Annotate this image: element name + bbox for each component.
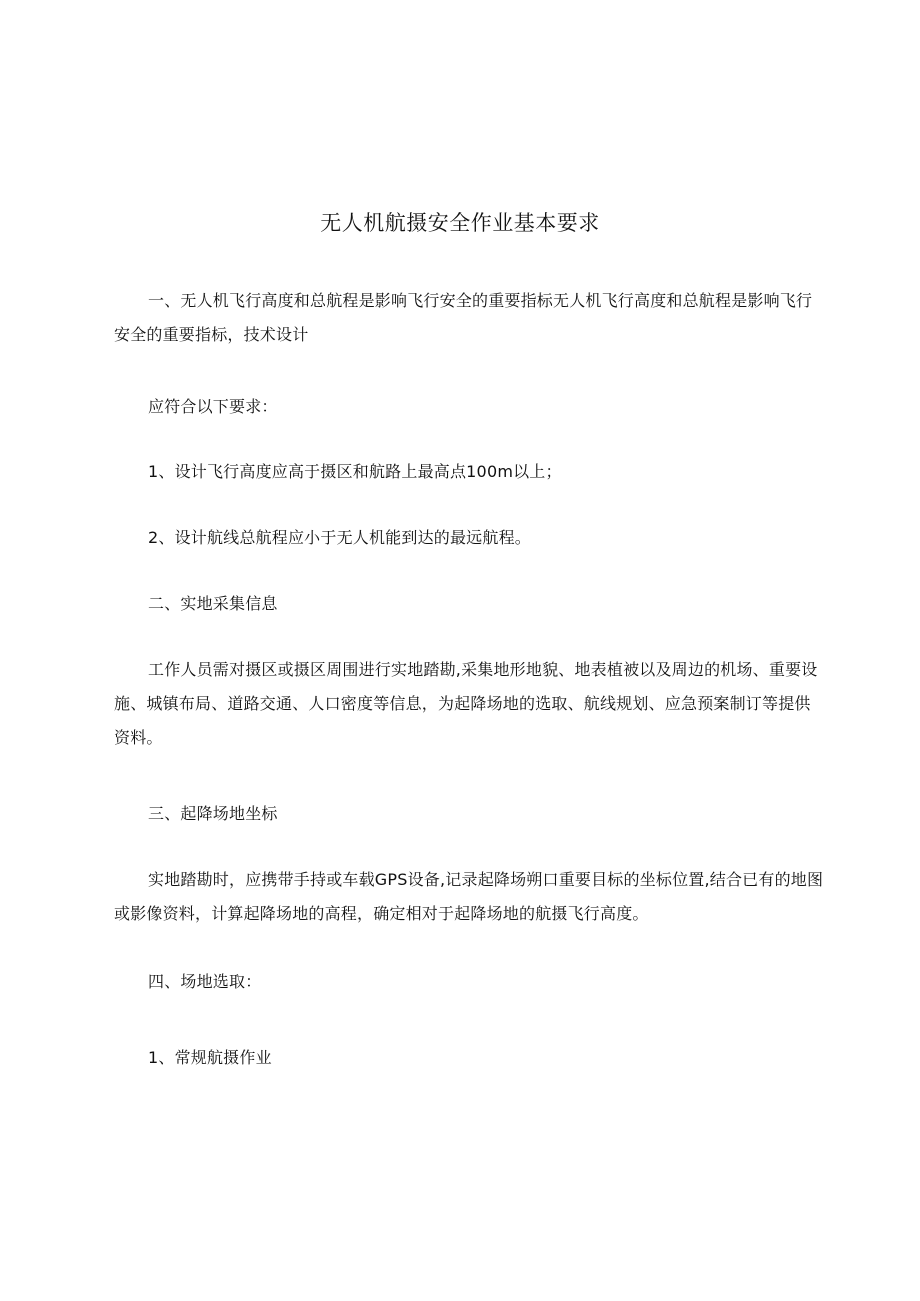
requirement-item-2: 2、设计航线总航程应小于无人机能到达的最远航程。 [148, 528, 531, 547]
requirement-item-1: 1、设计飞行高度应高于摄区和航路上最高点100m以上； [148, 462, 562, 481]
section-4-heading: 四、场地选取： [148, 972, 262, 991]
section-2-paragraph: 工作人员需对摄区或摄区周围进行实地踏勘,采集地形地貌、地表植被以及周边的机场、重要设施、城镇布局、道路交通、人口密度等信息，为起降场地的选取、航线规划、应急预案制订等提供资料。 [114, 660, 818, 747]
section-1-paragraph: 一、无人机飞行高度和总航程是影响飞行安全的重要指标无人机飞行高度和总航程是影响飞行安全的重要指标，技术设计 [114, 291, 813, 344]
section-2-heading: 二、实地采集信息 [148, 594, 278, 613]
section-3-heading: 三、起降场地坐标 [148, 804, 278, 823]
section-4-item-1: 1、常规航摄作业 [148, 1048, 272, 1067]
section-3-paragraph: 实地踏勘时，应携带手持或车载GPS设备,记录起降场朔口重要目标的坐标位置,结合已有的地图或影像资料，计算起降场地的高程，确定相对于起降场地的航摄飞行高度。 [114, 870, 824, 923]
document-title: 无人机航摄安全作业基本要求 [320, 211, 600, 235]
requirements-intro: 应符合以下要求： [148, 397, 278, 416]
